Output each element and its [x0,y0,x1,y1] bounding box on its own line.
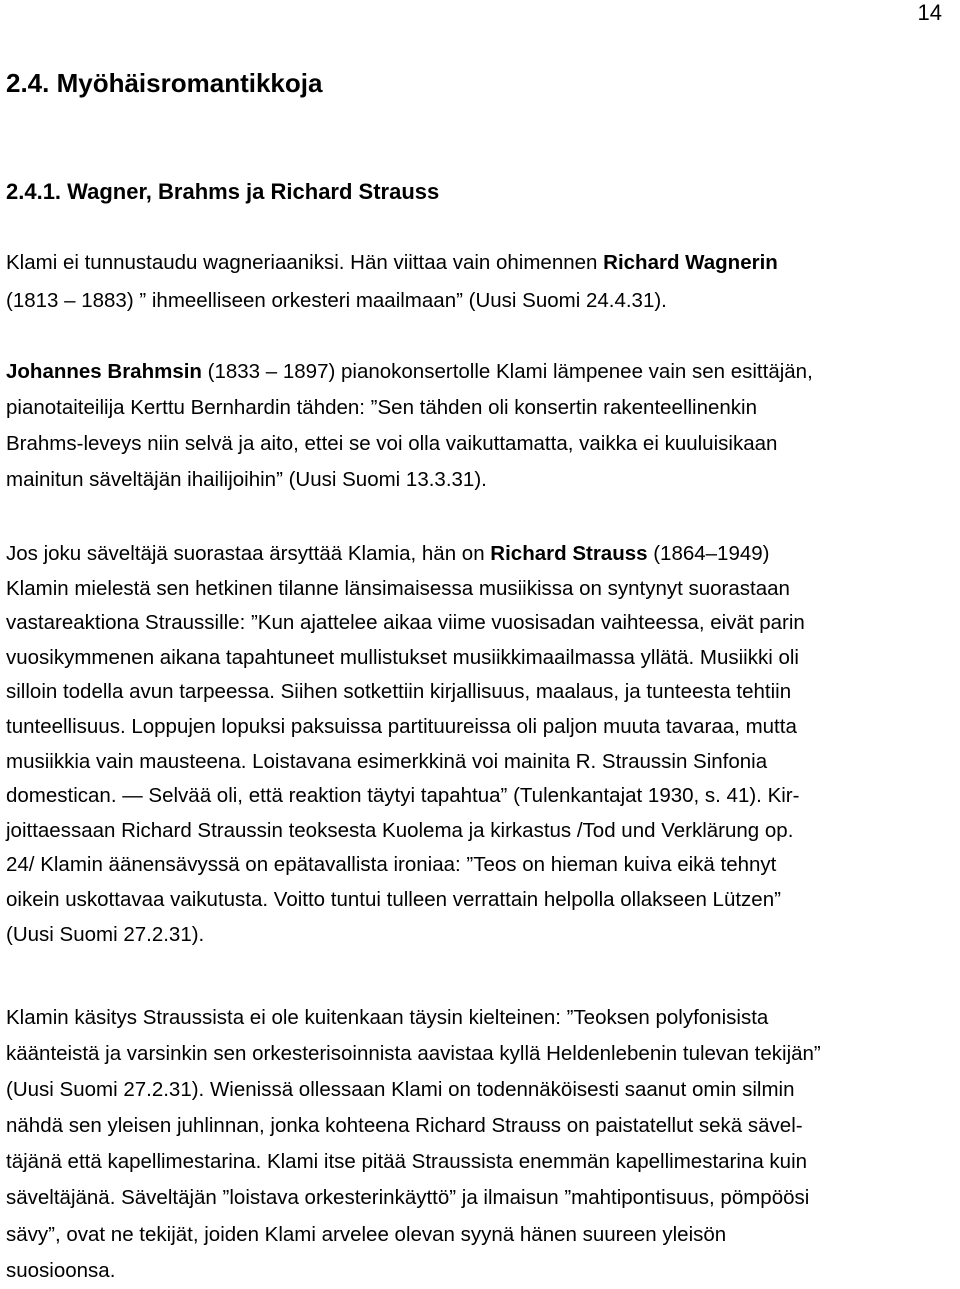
subsection-heading: 2.4.1. Wagner, Brahms ja Richard Strauss [6,179,440,204]
text-line [6,282,956,320]
text-segment: käänteistä ja varsinkin sen orkesterisoinnista aavistaa kyllä Heldenlebenin tulevan tekijän” [6,1042,821,1066]
text-segment: Brahms-leveys niin selvä ja aito, ettei se voi olla vaikuttamatta, vaikka ei kuuluisikaan [6,432,778,456]
text-segment: Klamin käsitys Straussista ei ole kuitenkaan täysin kielteinen: ”Teoksen polyfonisista [6,1006,769,1029]
text-segment: (Uusi Suomi 27.2.31). [6,922,205,946]
text-line [6,606,956,641]
text-line [6,1000,956,1036]
text-segment: Jos joku säveltäjä suorastaa ärsyttää Klamia, hän on [6,542,491,565]
text-segment: (1864–1949) [647,542,770,565]
text-line [6,710,956,745]
text-line [6,883,956,918]
text-segment: tunteellisuus. Loppujen lopuksi paksuissa partituureissa oli paljon muuta tavaraa, mutta [6,714,797,738]
text-line [6,537,956,572]
text-segment: sävy”, ovat ne tekijät, joiden Klami arvelee olevan syynä hänen suureen yleisön [6,1222,727,1246]
text-segment: mainitun säveltäjän ihailijoihin” (Uusi Suomi 13.3.31). [6,468,487,492]
text-line [6,918,956,953]
text-segment: nähdä sen yleisen juhlinnan, jonka kohteena Richard Strauss on paistatellut sekä sävel- [6,1114,803,1138]
text-line [6,641,956,676]
text-segment: (1813 – 1883) ” ihmeelliseen orkesteri maailmaan” (Uusi Suomi 24.4.31). [6,289,667,312]
text-line [6,1253,956,1289]
text-line [6,572,956,607]
text-line [6,675,956,710]
text-segment: Klami ei tunnustaudu wagneriaaniksi. Hän viittaa vain ohimennen [6,251,604,274]
text-line [6,390,956,426]
section-heading: 2.4. Myöhäisromantikkoja [6,68,323,98]
paragraph-strauss-view [6,1000,956,1289]
text-segment: täjänä että kapellimestarina. Klami itse pitää Straussista enemmän kapellimestarina kuin [6,1150,808,1174]
text-segment: suosioonsa. [6,1258,116,1282]
text-segment: 24/ Klamin äänensävyssä on epätavallista ironiaa: ”Teos on hieman kuiva eikä tehnyt [6,853,777,877]
text-segment: Klamin mielestä sen hetkinen tilanne länsimaisessa musiikissa on syntynyt suorastaan [6,576,790,600]
text-line [6,1072,956,1108]
text-segment: domestican. — Selvää oli, että reaktion täytyi tapahtua” (Tulenkantajat 1930, s. 41). Kir- [6,784,800,808]
text-line [6,848,956,883]
text-line [6,462,956,498]
text-segment: joittaessaan Richard Straussin teoksesta Kuolema ja kirkastus /Tod und Verklärung op. [6,818,794,842]
bold-name: Richard Wagnerin [603,251,778,274]
text-line [6,779,956,814]
paragraph-wagner [6,244,956,320]
text-line [6,1036,956,1072]
text-segment: (Uusi Suomi 27.2.31). Wienissä ollessaan Klami on todennäköisesti saanut omin silmin [6,1078,795,1102]
text-segment: musiikkia vain mausteena. Loistavana esimerkkinä voi mainita R. Straussin Sinfonia [6,749,768,773]
paragraph-brahms [6,354,956,498]
text-line [6,354,956,390]
text-line [6,1108,956,1144]
bold-name: Johannes Brahmsin [6,360,202,383]
paragraph-strauss-reaction [6,537,956,952]
text-line [6,1217,956,1253]
text-line [6,745,956,780]
text-line [6,1144,956,1180]
text-segment: säveltäjänä. Säveltäjän ”loistava orkesterinkäyttö” ja ilmaisun ”mahtipontisuus, pömpöösi [6,1186,810,1210]
text-segment: pianotaiteilija Kerttu Bernhardin tähden: ”Sen tähden oli konsertin rakenteellinenkin [6,396,758,420]
text-segment: silloin todella avun tarpeessa. Siihen sotkettiin kirjallisuus, maalaus, ja tunteesta tehtiin [6,680,792,704]
text-line [6,426,956,462]
text-segment: vuosikymmenen aikana tapahtuneet mullistukset musiikkimaailmassa yllätä. Musiikki oli [6,645,799,669]
text-segment: (1833 – 1897) pianokonsertolle Klami lämpenee vain sen esittäjän, [201,360,813,383]
text-segment: oikein uskottavaa vaikutusta. Voitto tuntui tulleen verrattain helpolla ollakseen Lützen” [6,887,781,911]
page-number: 14 [917,0,942,25]
text-line [6,1180,956,1216]
bold-name: Richard Strauss [490,542,648,565]
text-line [6,244,956,282]
text-line [6,814,956,849]
text-segment: vastareaktiona Straussille: ”Kun ajattelee aikaa viime vuosisadan vaihteessa, eivät parin [6,611,805,635]
